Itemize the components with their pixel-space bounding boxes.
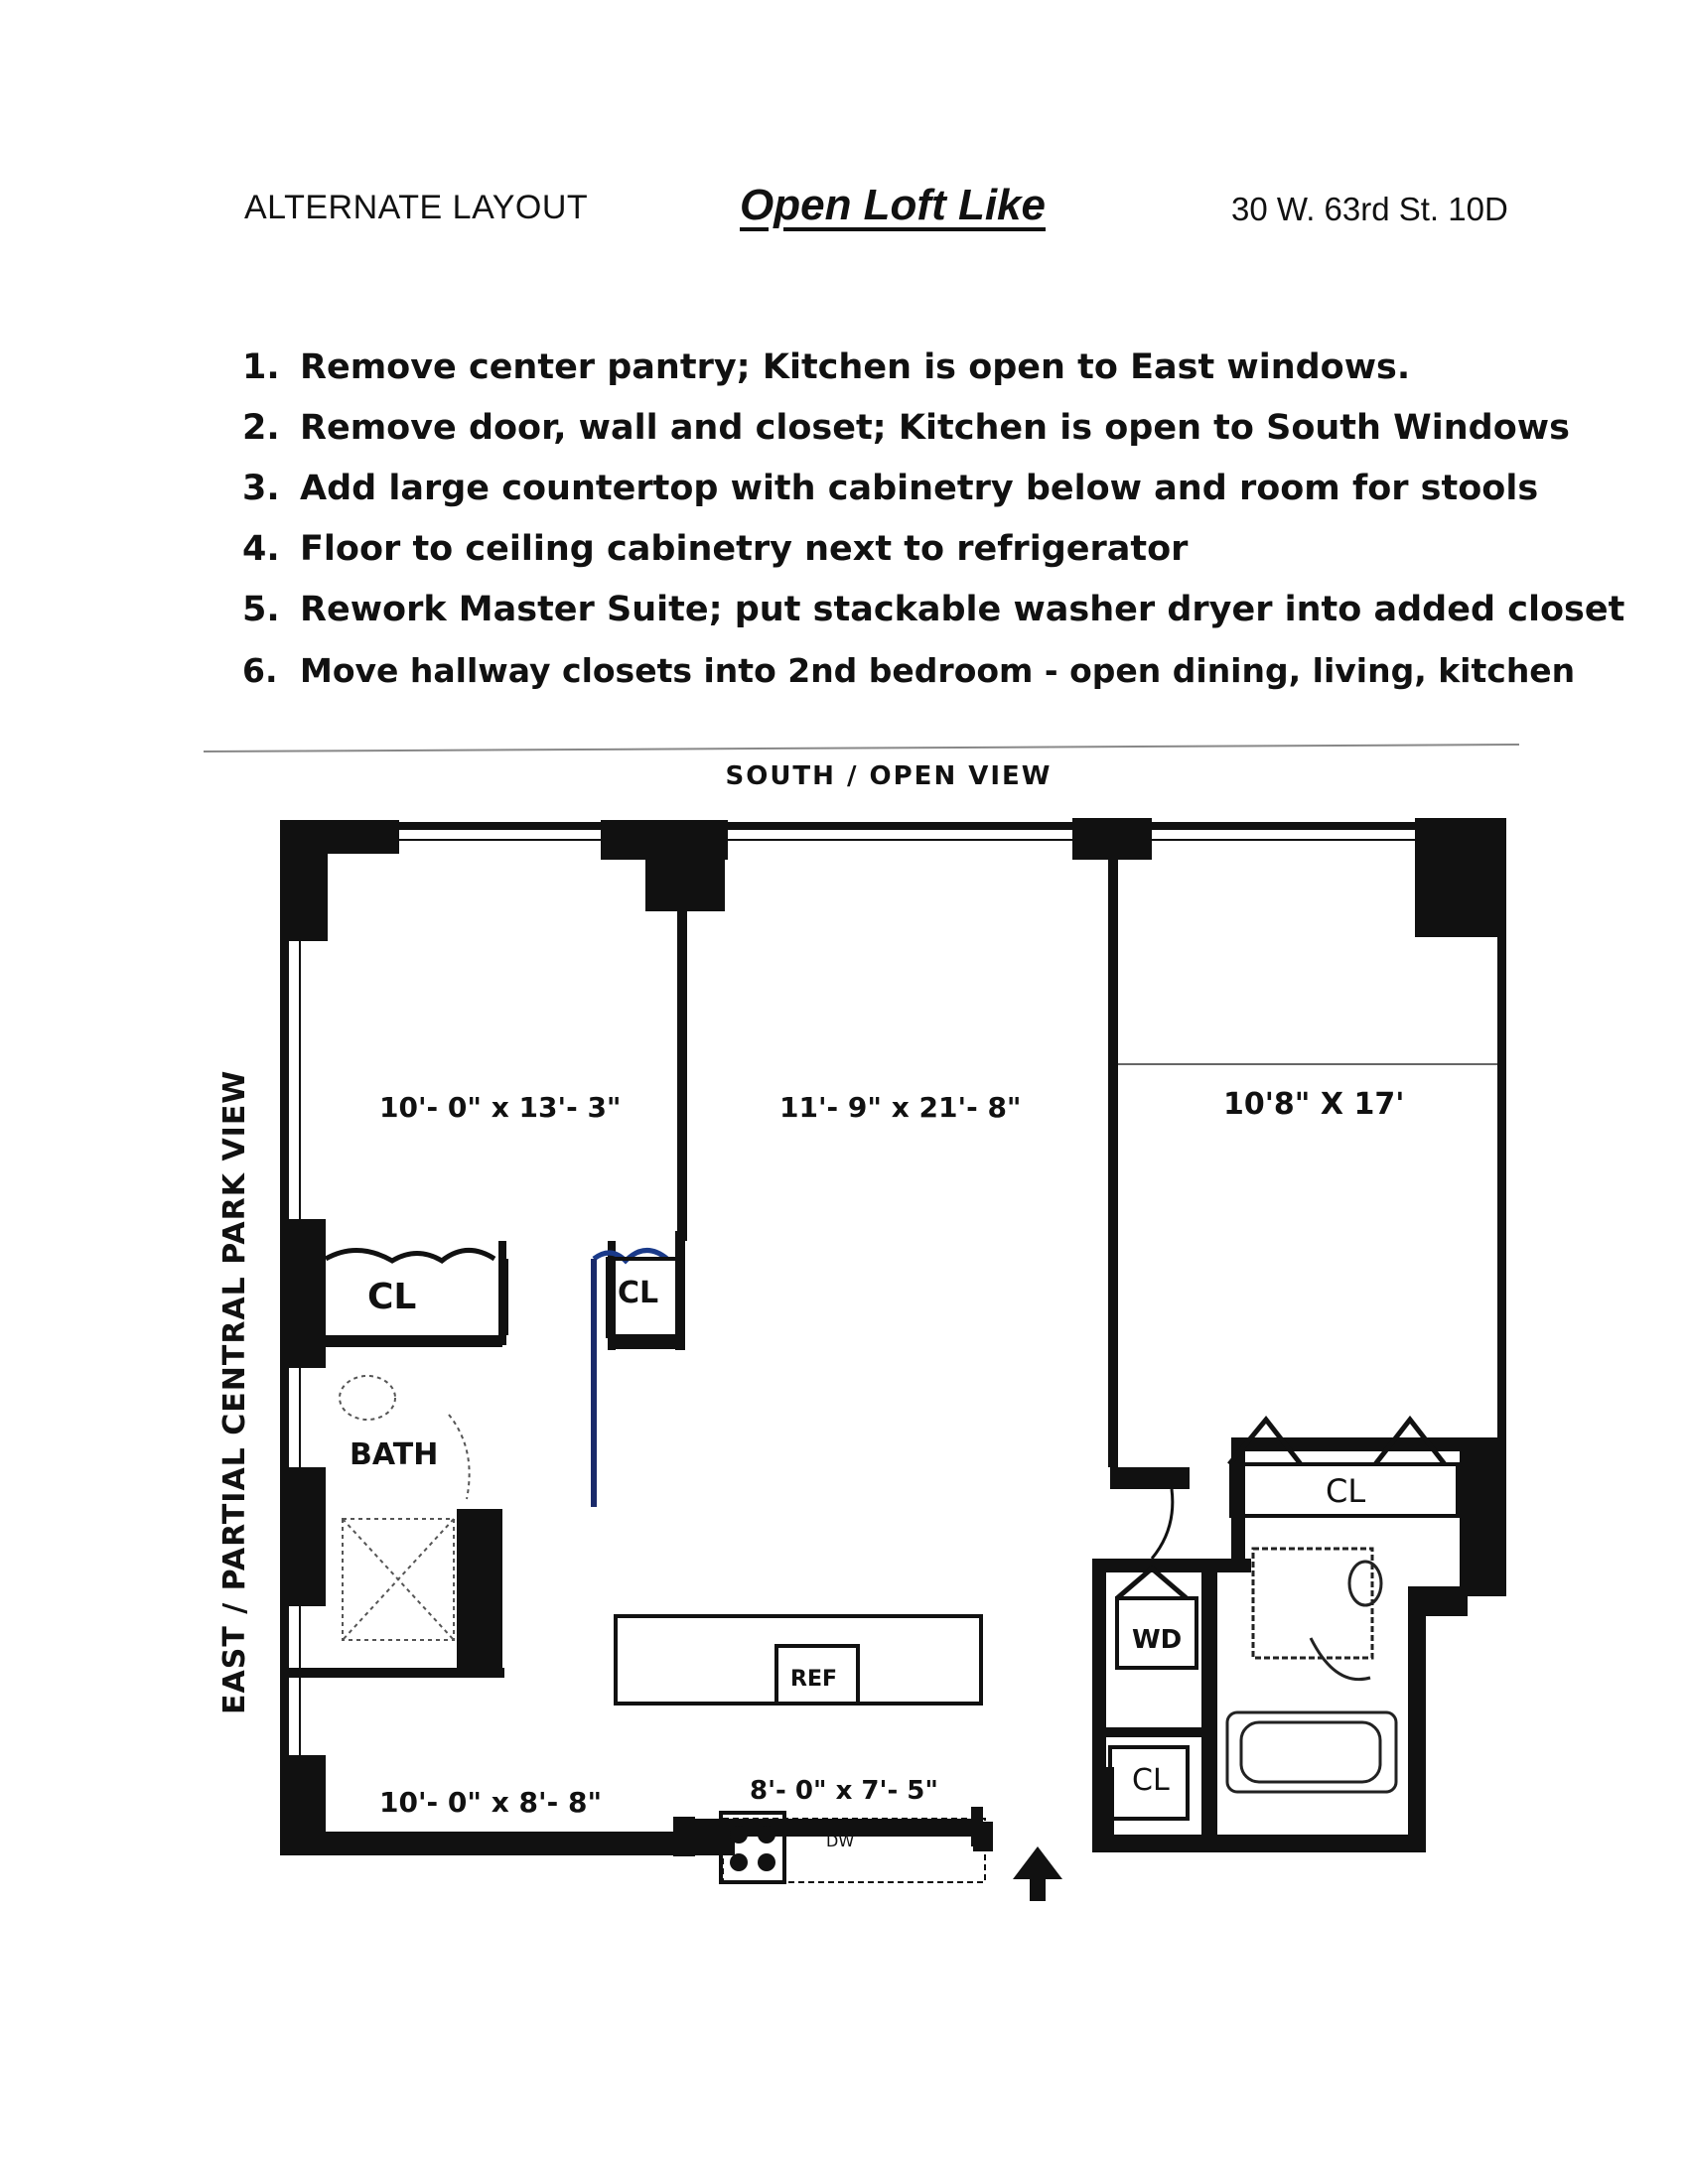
note-number: 2. xyxy=(242,408,280,448)
door-swing xyxy=(1152,1489,1173,1559)
walls xyxy=(280,818,1506,1856)
south-view-label: SOUTH / OPEN VIEW xyxy=(725,761,1053,791)
closet-left-label: CL xyxy=(367,1277,417,1317)
note-text: Rework Master Suite; put stackable washer dryer into added closet xyxy=(300,590,1625,629)
living-dimensions: 11'- 9" x 21'- 8" xyxy=(779,1091,1022,1124)
bath-label: BATH xyxy=(350,1437,439,1472)
note-text: Add large countertop with cabinetry below and room for stools xyxy=(300,469,1539,508)
refrigerator-label: REF xyxy=(790,1667,837,1692)
note-number: 3. xyxy=(242,469,280,508)
bath-fixtures xyxy=(340,1376,470,1640)
page-title: Open Loft Like xyxy=(740,181,1046,229)
master-dimensions: 10'8" X 17' xyxy=(1223,1087,1405,1122)
note-text: Move hallway closets into 2nd bedroom - open dining, living, kitchen xyxy=(300,651,1576,690)
east-view-label: EAST / PARTIAL CENTRAL PARK VIEW xyxy=(217,1069,252,1714)
kitchen-dimensions: 8'- 0" x 7'- 5" xyxy=(750,1776,938,1806)
dining-dimensions: 10'- 0" x 8'- 8" xyxy=(379,1786,603,1819)
layout-label: ALTERNATE LAYOUT xyxy=(244,189,589,226)
note-number: 5. xyxy=(242,590,280,629)
note-text: Remove door, wall and closet; Kitchen is open to South Windows xyxy=(300,408,1570,448)
note-number: 1. xyxy=(242,347,280,387)
closet-center-label: CL xyxy=(618,1276,659,1310)
address-label: 30 W. 63rd St. 10D xyxy=(1231,191,1508,227)
master-bath-fixtures xyxy=(1227,1549,1396,1792)
entry-arrow-icon xyxy=(1013,1846,1062,1901)
bedroom2-dimensions: 10'- 0" x 13'- 3" xyxy=(379,1091,622,1124)
separator-line xyxy=(204,745,1519,751)
note-number: 6. xyxy=(242,651,278,690)
washer-dryer-label: WD xyxy=(1132,1625,1183,1655)
closet-master-label: CL xyxy=(1326,1472,1366,1510)
note-number: 4. xyxy=(242,529,280,569)
closet-entry-label: CL xyxy=(1132,1763,1170,1798)
note-text: Floor to ceiling cabinetry next to refrigerator xyxy=(300,529,1189,569)
note-text: Remove center pantry; Kitchen is open to East windows. xyxy=(300,347,1411,387)
dishwasher-label: DW xyxy=(826,1832,855,1850)
